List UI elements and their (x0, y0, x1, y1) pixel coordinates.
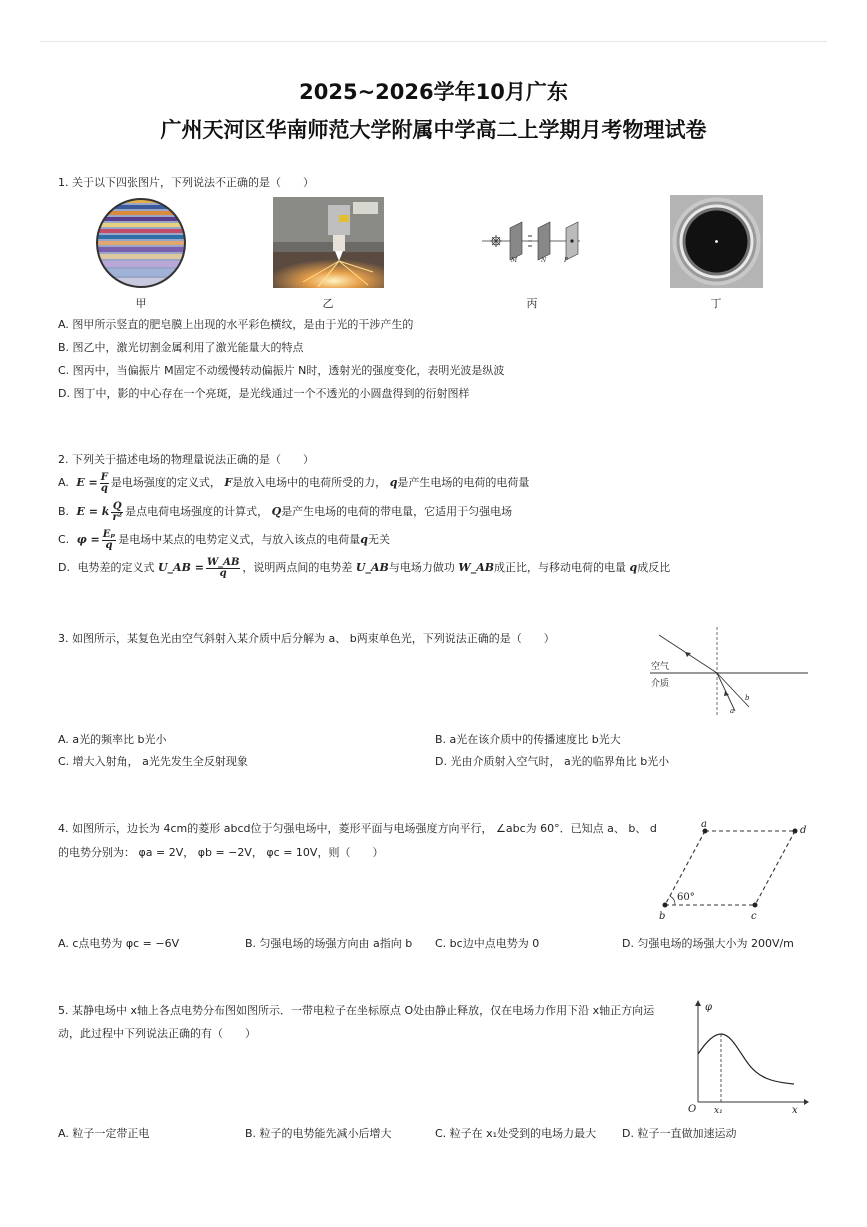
q1-stem: 1. 关于以下四张图片，下列说法不正确的是（ ） (58, 176, 314, 189)
q5-stem-line1: 5. 某静电场中 x轴上各点电势分布图如图所示．一带电粒子在坐标原点 O处由静止释放，仅在电场力作用下沿 x轴正方向运 (58, 1004, 655, 1017)
q1-figure-yi-laser-cutting (273, 197, 384, 288)
q1-label-P: P (564, 257, 569, 264)
q2-option-c: C. φ = $\frac{\text{Eₚ}}{q}$ 是电场中某点的电势定义式，与放入该点的电荷量q无关 (58, 528, 390, 551)
q2-option-a: A. E = $\frac{F}{q}$ 是电场强度的定义式， F是放入电场中的电荷所受的力， q是产生电场的电荷的电荷量 (58, 471, 530, 494)
q3-option-b: B. a光在该介质中的传播速度比 b光大 (435, 733, 621, 746)
q5-label-x: x (792, 1105, 798, 1116)
q5-option-a: A. 粒子一定带正电 (58, 1127, 150, 1140)
q5-label-phi: φ (705, 1002, 713, 1013)
q2-option-d: D. 电势差的定义式 U_AB = $\frac{W\_AB}{q}$ ，说明两点间的电势差 U_AB与电场力做功 W_AB成正比，与移动电荷的电量 q成反比 (58, 556, 671, 579)
q1-caption-yi: 乙 (322, 297, 334, 310)
q4-figure-rhombus (655, 817, 815, 927)
q1-figure-bing-polarizers (480, 218, 584, 264)
q1-caption-jia: 甲 (135, 297, 147, 310)
q5-option-b: B. 粒子的电势能先减小后增大 (245, 1127, 392, 1140)
q3-option-c: C. 增大入射角， a光先发生全反射现象 (58, 755, 248, 768)
q1-option-b: B. 图乙中，激光切割金属利用了激光能量大的特点 (58, 341, 304, 354)
q4-option-c: C. bc边中点电势为 0 (435, 937, 540, 950)
q1-option-c: C. 图丙中，当偏振片 M固定不动缓慢转动偏振片 N时，透射光的强度变化，表明光波是纵波 (58, 364, 505, 377)
q3-stem: 3. 如图所示，某复色光由空气斜射入某介质中后分解为 a、 b两束单色光，下列说法正确的是（ ） (58, 632, 555, 645)
q4-label-a: a (701, 819, 707, 830)
q1-label-N: N (541, 257, 547, 264)
q4-label-angle: 60° (677, 892, 695, 903)
q2-option-b: B. E = k $\frac{Q}{\text{r²}}$ 是点电荷电场强度的计算式， Q是产生电场的电荷的带电量，它适用于匀强电场 (58, 500, 513, 523)
top-divider (40, 41, 827, 42)
q4-option-d: D. 匀强电场的场强大小为 200V/m (622, 937, 794, 950)
q5-label-O: O (688, 1104, 697, 1115)
q3-figure-refraction (645, 625, 813, 717)
q4-stem-line2: 的电势分别为： φa = 2V， φb = −2V， φc = 10V，则（ ） (58, 846, 384, 859)
page-title-line1: 2025~2026学年10月广东 (299, 80, 568, 104)
q1-figure-ding-poisson-spot (670, 195, 763, 288)
q1-label-M: M (511, 257, 518, 264)
q3-option-a: A. a光的频率比 b光小 (58, 733, 167, 746)
q4-option-a: A. c点电势为 φc = −6V (58, 937, 180, 950)
q4-label-b: b (659, 911, 666, 922)
q3-option-d: D. 光由介质射入空气时， a光的临界角比 b光小 (435, 755, 670, 768)
q5-figure-potential-graph (680, 998, 810, 1116)
q5-option-c: C. 粒子在 x₁处受到的电场力最大 (435, 1127, 597, 1140)
q1-caption-ding: 丁 (710, 297, 722, 310)
page-title-line2: 广州天河区华南师范大学附属中学高二上学期月考物理试卷 (160, 118, 707, 142)
q2-stem: 2. 下列关于描述电场的物理量说法正确的是（ ） (58, 453, 314, 466)
q4-label-c: c (751, 911, 757, 922)
q1-option-d: D. 图丁中，影的中心存在一个亮斑，是光线通过一个不透光的小圆盘得到的衍射图样 (58, 387, 470, 400)
q3-label-medium: 介质 (651, 679, 670, 689)
q5-stem-line2: 动，此过程中下列说法正确的有（ ） (58, 1027, 256, 1040)
q3-label-a: a (730, 707, 735, 715)
q3-label-air: 空气 (651, 662, 670, 672)
q4-label-d: d (800, 825, 807, 836)
q1-caption-bing: 丙 (526, 297, 538, 310)
q5-label-x1: x₁ (714, 1106, 723, 1116)
q1-option-a: A. 图甲所示竖直的肥皂膜上出现的水平彩色横纹，是由于光的干涉产生的 (58, 318, 414, 331)
q3-label-b: b (745, 694, 750, 702)
q4-stem-line1: 4. 如图所示，边长为 4cm的菱形 abcd位于匀强电场中，菱形平面与电场强度方向平行， ∠abc为 60°．已知点 a、 b、 d (58, 822, 657, 835)
q1-figure-jia-soap-film (95, 197, 187, 289)
q5-option-d: D. 粒子一直做加速运动 (622, 1127, 737, 1140)
q4-option-b: B. 匀强电场的场强方向由 a指向 b (245, 937, 413, 950)
